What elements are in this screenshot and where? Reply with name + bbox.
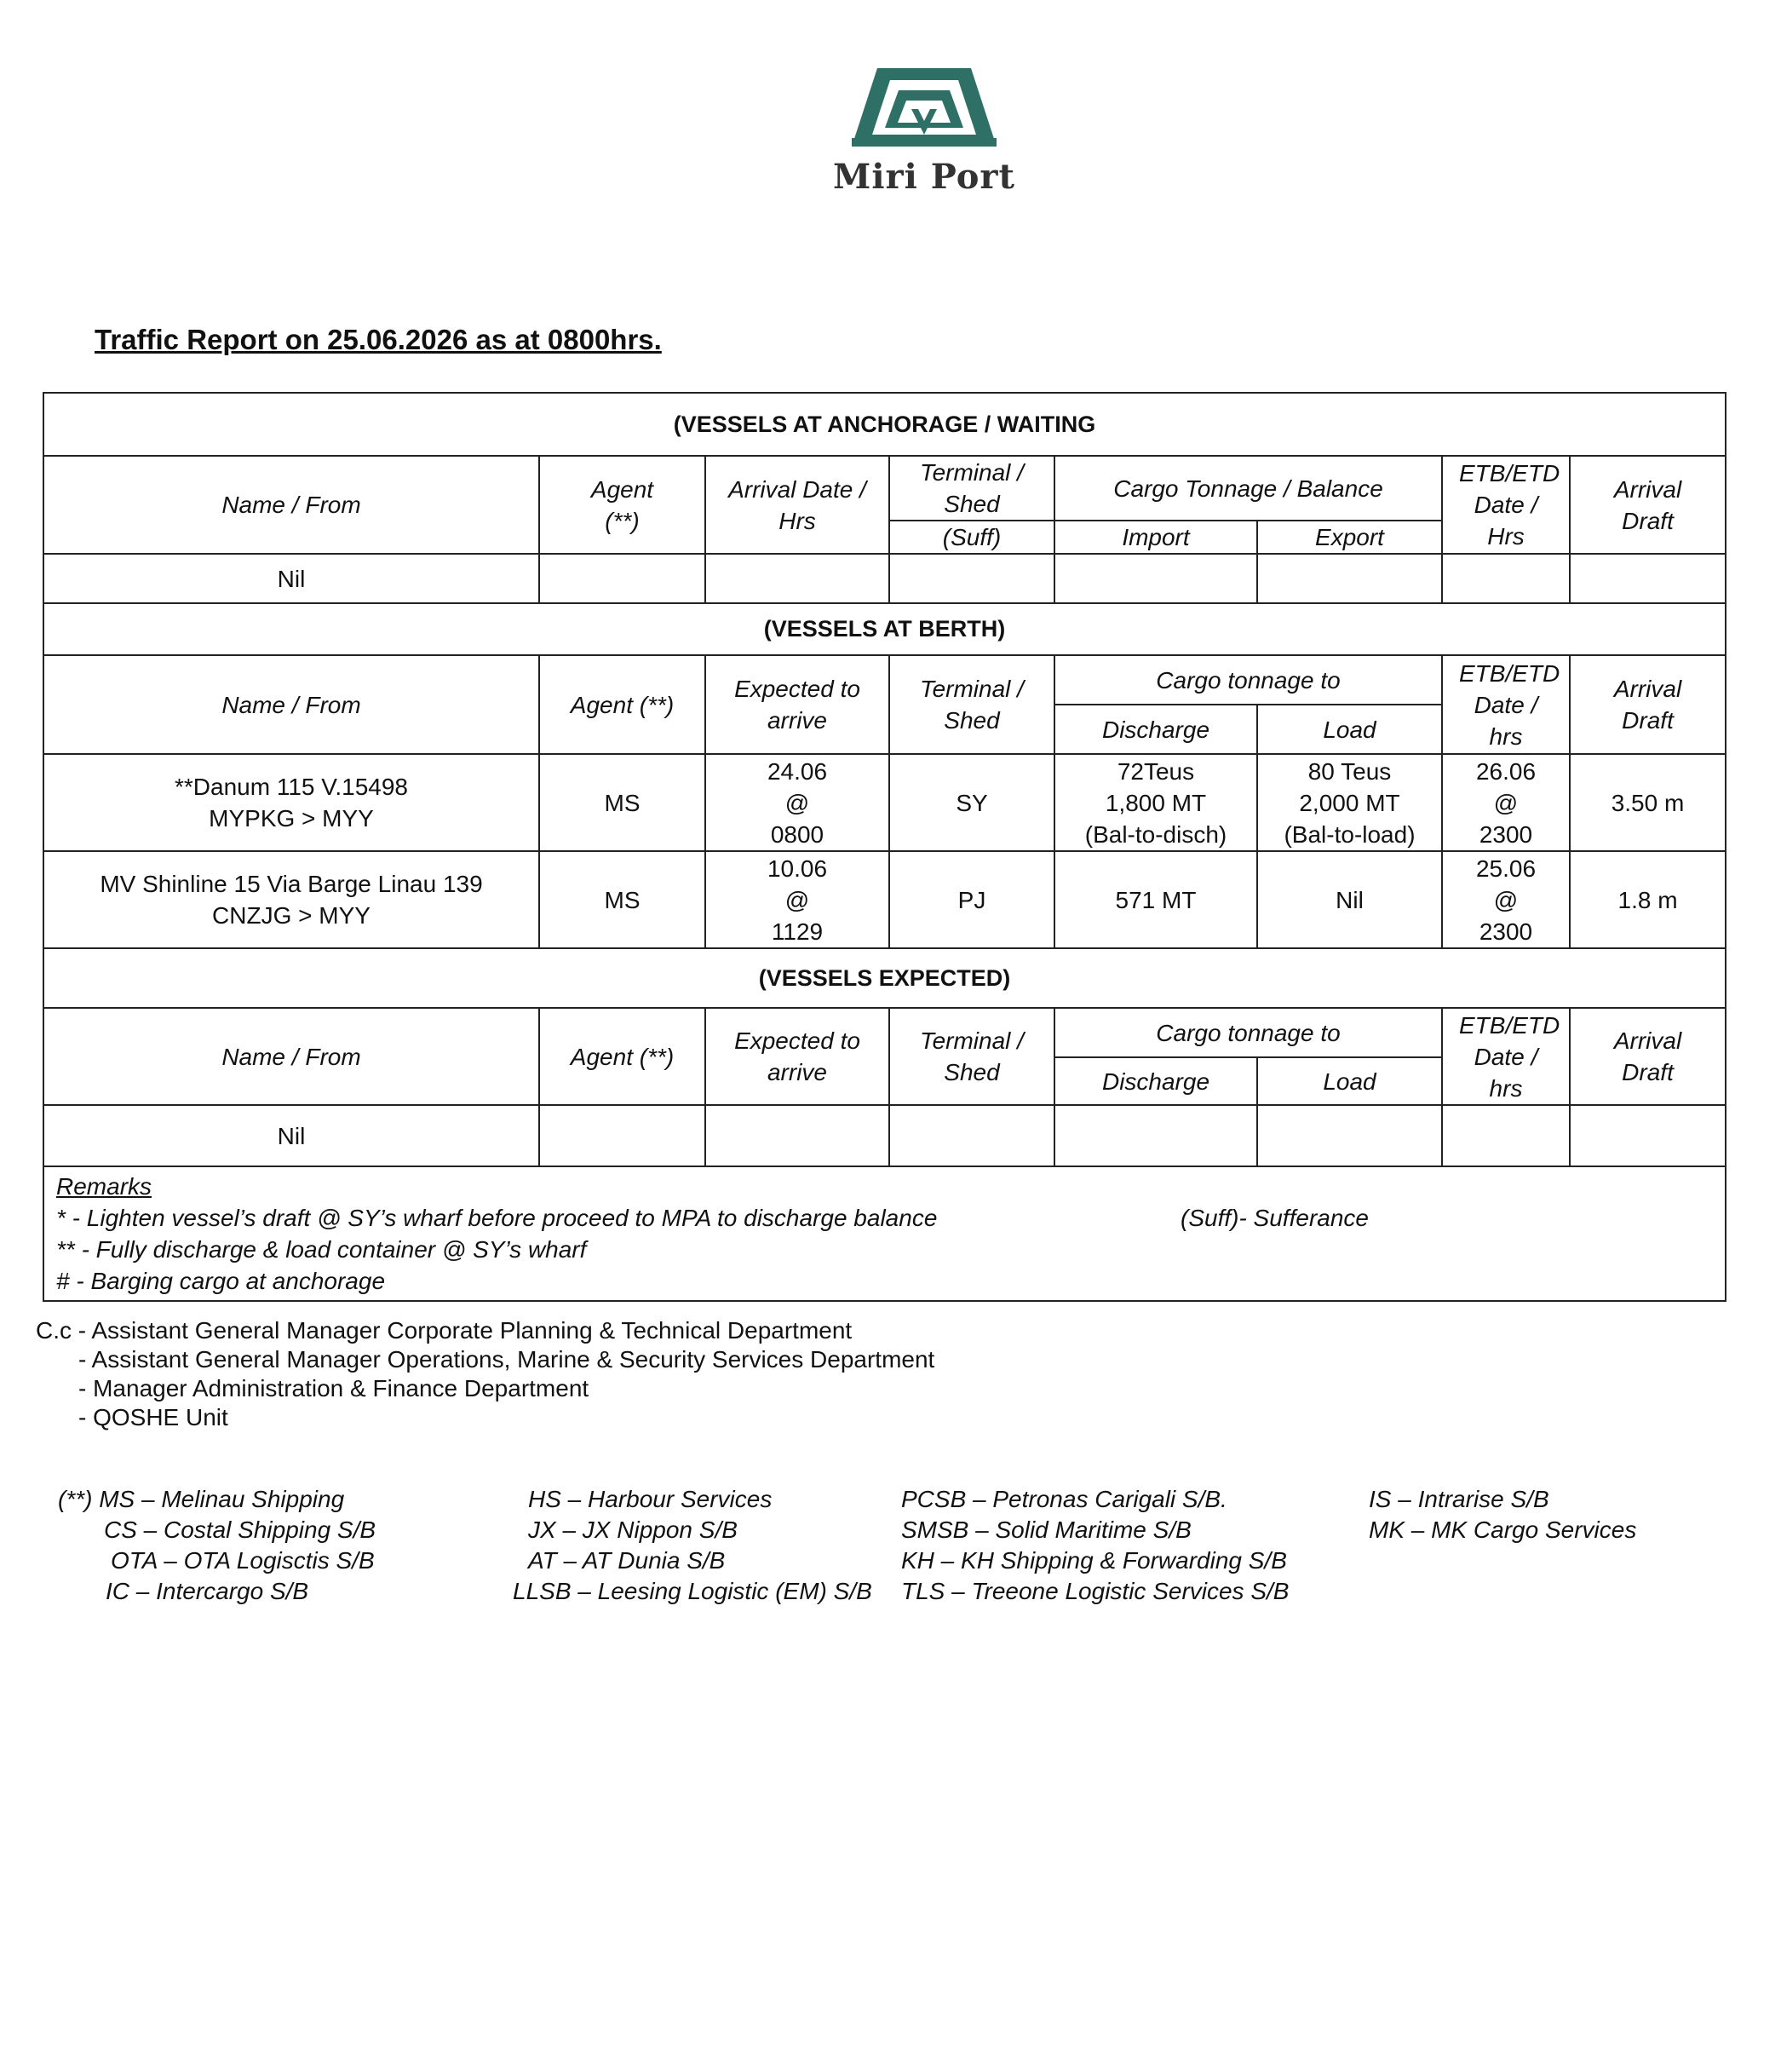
vessel-draft: 3.50 m — [1570, 754, 1726, 851]
vessel-load: Nil — [1257, 851, 1442, 948]
header-expected-text: Expected to arrive — [734, 676, 860, 734]
header-cargo: Cargo tonnage to — [1054, 655, 1442, 705]
legend-item: PCSB – Petronas Carigali S/B. — [901, 1486, 1227, 1512]
header-draft-text: Arrival Draft — [1613, 676, 1682, 734]
empty-cell — [1570, 554, 1726, 603]
header-name-from: Name / From — [43, 655, 539, 754]
legend-col-2 — [513, 1484, 872, 1607]
header-agent: Agent (**) — [539, 1008, 705, 1105]
legend-col-3 — [901, 1484, 1289, 1607]
vessel-name — [43, 851, 539, 948]
vessel-terminal: PJ — [889, 851, 1054, 948]
header-discharge: Discharge — [1054, 705, 1257, 754]
header-terminal-text: Terminal / Shed — [920, 1027, 1024, 1085]
header-terminal-text: Terminal / Shed — [920, 676, 1024, 734]
legend-item: AT – AT Dunia S/B — [528, 1547, 726, 1574]
legend-item: IC – Intercargo S/B — [106, 1578, 309, 1604]
expected-at: @ — [784, 789, 810, 816]
vessel-terminal: SY — [889, 754, 1054, 851]
header-draft — [1570, 655, 1726, 754]
header-etb — [1442, 655, 1570, 754]
empty-cell — [539, 1105, 705, 1166]
vessel-route: CNZJG > MYY — [212, 902, 371, 929]
miri-port-logo — [818, 66, 1031, 197]
header-discharge: Discharge — [1054, 1057, 1257, 1105]
header-terminal-suff: (Suff) — [889, 521, 1054, 554]
header-expected — [705, 655, 889, 754]
expected-date: 24.06 — [767, 757, 828, 785]
traffic-report-table — [43, 392, 1726, 1302]
header-expected-text: Expected to arrive — [734, 1027, 860, 1085]
header-import: Import — [1054, 521, 1257, 554]
cc-line: - Assistant General Manager Operations, Marine & Security Services Department — [78, 1346, 935, 1373]
etb-time: 2300 — [1479, 918, 1533, 945]
header-etb — [1442, 456, 1570, 554]
etb-date: 26.06 — [1475, 757, 1537, 785]
suff-note: (Suff)- Sufferance — [1181, 1205, 1369, 1231]
empty-cell — [1442, 554, 1570, 603]
expected-date: 10.06 — [767, 855, 828, 882]
header-arrival-text: Arrival Date / Hrs — [728, 475, 866, 534]
header-terminal — [889, 655, 1054, 754]
table-row — [43, 554, 1726, 603]
anchorage-nil: Nil — [43, 554, 539, 603]
cc-line: C.c - Assistant General Manager Corporate Planning & Technical Department — [36, 1317, 853, 1344]
header-agent-text: Agent (**) — [590, 475, 654, 534]
expected-nil: Nil — [43, 1105, 539, 1166]
header-agent — [539, 456, 705, 554]
cc-list — [36, 1316, 934, 1432]
table-row — [43, 1105, 1726, 1166]
anchorage-section-title: (VESSELS AT ANCHORAGE / WAITING — [43, 393, 1726, 456]
vessel-etb — [1442, 851, 1570, 948]
legend-item: (**) MS – Melinau Shipping — [58, 1486, 345, 1512]
header-agent: Agent (**) — [539, 655, 705, 754]
legend-col-4 — [1369, 1484, 1636, 1545]
legend-item: LLSB – Leesing Logistic (EM) S/B — [513, 1578, 872, 1604]
vessel-expected — [705, 754, 889, 851]
load-line: 80 Teus — [1307, 757, 1392, 785]
remarks-section — [43, 1166, 1726, 1301]
header-terminal — [889, 1008, 1054, 1105]
legend-col-1 — [58, 1484, 376, 1607]
logo-text: Miri Port — [833, 157, 1015, 197]
empty-cell — [705, 554, 889, 603]
header-export: Export — [1257, 521, 1442, 554]
discharge-line: (Bal-to-disch) — [1084, 820, 1227, 848]
vessel-discharge: 571 MT — [1054, 851, 1257, 948]
empty-cell — [889, 554, 1054, 603]
header-draft-text: Arrival Draft — [1613, 475, 1682, 534]
vessel-load — [1257, 754, 1442, 851]
vessel-name-line1: **Danum 115 V.15498 — [175, 774, 408, 800]
legend-item: OTA – OTA Logisctis S/B — [111, 1547, 375, 1574]
discharge-line: 1,800 MT — [1105, 789, 1207, 816]
vessel-agent: MS — [539, 754, 705, 851]
empty-cell — [1257, 1105, 1442, 1166]
remarks-title: Remarks — [56, 1173, 152, 1200]
header-etb — [1442, 1008, 1570, 1105]
header-etb-text: ETB/ETD Date / Hrs — [1459, 460, 1560, 550]
etb-at: @ — [1493, 886, 1519, 913]
legend-item: CS – Costal Shipping S/B — [104, 1517, 376, 1543]
vessel-name-line1: MV Shinline 15 Via Barge Linau 139 — [100, 871, 483, 897]
empty-cell — [1054, 554, 1257, 603]
header-terminal — [889, 456, 1054, 521]
table-row — [43, 754, 1726, 851]
legend-item: TLS – Treeone Logistic Services S/B — [901, 1578, 1290, 1604]
remark-line: * - Lighten vessel’s draft @ SY’s wharf before proceed to MPA to discharge balance — [56, 1205, 938, 1231]
header-draft-text: Arrival Draft — [1613, 1027, 1682, 1085]
header-expected — [705, 1008, 889, 1105]
report-title: Traffic Report on 25.06.2026 as at 0800hrs. — [95, 324, 662, 355]
vessel-draft: 1.8 m — [1570, 851, 1726, 948]
discharge-line: 72Teus — [1117, 757, 1195, 785]
expected-time: 0800 — [770, 820, 824, 848]
empty-cell — [1442, 1105, 1570, 1166]
etb-time: 2300 — [1479, 820, 1533, 848]
legend-item: SMSB – Solid Maritime S/B — [901, 1517, 1192, 1543]
vessel-agent: MS — [539, 851, 705, 948]
expected-section-title: (VESSELS EXPECTED) — [43, 948, 1726, 1008]
expected-time: 1129 — [771, 918, 824, 945]
empty-cell — [889, 1105, 1054, 1166]
legend-item: IS – Intrarise S/B — [1369, 1486, 1549, 1512]
cc-line: - QOSHE Unit — [78, 1404, 228, 1430]
header-cargo: Cargo Tonnage / Balance — [1054, 456, 1442, 521]
remark-line: # - Barging cargo at anchorage — [56, 1268, 386, 1294]
cc-line: - Manager Administration & Finance Department — [78, 1375, 589, 1401]
legend-item: HS – Harbour Services — [528, 1486, 773, 1512]
load-line: (Bal-to-load) — [1284, 820, 1416, 848]
header-arrival — [705, 456, 889, 554]
empty-cell — [1570, 1105, 1726, 1166]
vessel-expected — [705, 851, 889, 948]
empty-cell — [1054, 1105, 1257, 1166]
header-draft — [1570, 1008, 1726, 1105]
empty-cell — [1257, 554, 1442, 603]
header-name-from: Name / From — [43, 456, 539, 554]
expected-at: @ — [784, 886, 810, 913]
header-etb-text: ETB/ETD Date / hrs — [1459, 1011, 1560, 1102]
header-name-from: Name / From — [43, 1008, 539, 1105]
load-line: 2,000 MT — [1299, 789, 1400, 816]
vessel-discharge — [1054, 754, 1257, 851]
table-row — [43, 851, 1726, 948]
header-etb-text: ETB/ETD Date / hrs — [1459, 659, 1560, 750]
miri-port-logo-icon — [852, 66, 997, 152]
legend-item: MK – MK Cargo Services — [1369, 1517, 1637, 1543]
header-terminal-text: Terminal / Shed — [920, 459, 1024, 517]
header-load: Load — [1257, 705, 1442, 754]
remark-line: ** - Fully discharge & load container @ SY’s wharf — [56, 1236, 587, 1263]
vessel-etb — [1442, 754, 1570, 851]
header-cargo: Cargo tonnage to — [1054, 1008, 1442, 1057]
vessel-route: MYPKG > MYY — [209, 805, 374, 832]
etb-at: @ — [1493, 789, 1519, 816]
header-load: Load — [1257, 1057, 1442, 1105]
empty-cell — [539, 554, 705, 603]
legend-item: JX – JX Nippon S/B — [528, 1517, 738, 1543]
header-draft — [1570, 456, 1726, 554]
empty-cell — [705, 1105, 889, 1166]
berth-section-title: (VESSELS AT BERTH) — [43, 603, 1726, 655]
legend-item: KH – KH Shipping & Forwarding S/B — [901, 1547, 1287, 1574]
etb-date: 25.06 — [1475, 855, 1537, 882]
vessel-name — [43, 754, 539, 851]
